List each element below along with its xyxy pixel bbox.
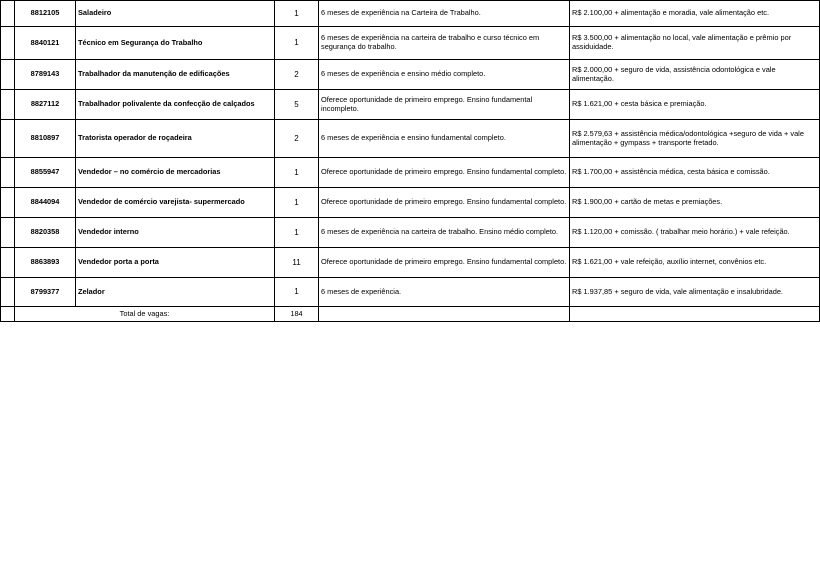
- job-code-cell: 8810897: [15, 120, 76, 158]
- job-code-cell: 8812105: [15, 1, 76, 27]
- row-margin-cell: [1, 248, 15, 278]
- vacancy-count-cell: 2: [275, 60, 319, 90]
- job-code-cell: 8789143: [15, 60, 76, 90]
- salary-benefits-cell: R$ 2.000,00 + seguro de vida, assistência odontológica e vale alimentação.: [570, 60, 820, 90]
- salary-benefits-cell: R$ 2.100,00 + alimentação e moradia, vale alimentação etc.: [570, 1, 820, 27]
- requirements-cell: 6 meses de experiência na Carteira de Trabalho.: [319, 1, 570, 27]
- job-title-cell: Tratorista operador de roçadeira: [76, 120, 275, 158]
- row-margin-cell: [1, 218, 15, 248]
- job-title-cell: Vendedor porta a porta: [76, 248, 275, 278]
- empty-cell: [570, 307, 820, 322]
- requirements-cell: Oferece oportunidade de primeiro emprego. Ensino fundamental incompleto.: [319, 90, 570, 120]
- vacancy-count-cell: 1: [275, 218, 319, 248]
- row-margin-cell: [1, 27, 15, 60]
- row-margin-cell: [1, 90, 15, 120]
- total-row: [1, 307, 820, 322]
- requirements-cell: 6 meses de experiência.: [319, 278, 570, 307]
- requirements-cell: Oferece oportunidade de primeiro emprego. Ensino fundamental completo.: [319, 158, 570, 188]
- table-row: [1, 27, 820, 60]
- salary-benefits-cell: R$ 2.579,63 + assistência médica/odontológica +seguro de vida + vale alimentação + gympass + transporte fretado.: [570, 120, 820, 158]
- job-title-cell: Técnico em Segurança do Trabalho: [76, 27, 275, 60]
- salary-benefits-cell: R$ 1.937,85 + seguro de vida, vale alimentação e insalubridade.: [570, 278, 820, 307]
- vacancy-count-cell: 2: [275, 120, 319, 158]
- row-margin-cell: [1, 120, 15, 158]
- vacancy-count-cell: 1: [275, 188, 319, 218]
- table-row: [1, 1, 820, 27]
- job-code-cell: 8799377: [15, 278, 76, 307]
- job-code-cell: 8820358: [15, 218, 76, 248]
- requirements-cell: 6 meses de experiência e ensino médio completo.: [319, 60, 570, 90]
- requirements-cell: 6 meses de experiência e ensino fundamental completo.: [319, 120, 570, 158]
- job-code-cell: 8827112: [15, 90, 76, 120]
- row-margin-cell: [1, 307, 15, 322]
- job-title-cell: Zelador: [76, 278, 275, 307]
- job-code-cell: 8863893: [15, 248, 76, 278]
- row-margin-cell: [1, 278, 15, 307]
- job-title-cell: Vendedor interno: [76, 218, 275, 248]
- row-margin-cell: [1, 60, 15, 90]
- table-row: [1, 90, 820, 120]
- vacancy-count-cell: 1: [275, 1, 319, 27]
- job-title-cell: Trabalhador polivalente da confecção de calçados: [76, 90, 275, 120]
- total-value: 184: [275, 307, 319, 322]
- salary-benefits-cell: R$ 3.500,00 + alimentação no local, vale alimentação e prêmio por assiduidade.: [570, 27, 820, 60]
- job-code-cell: 8844094: [15, 188, 76, 218]
- salary-benefits-cell: R$ 1.621,00 + vale refeição, auxílio internet, convênios etc.: [570, 248, 820, 278]
- row-margin-cell: [1, 188, 15, 218]
- requirements-cell: 6 meses de experiência na carteira de trabalho e curso técnico em segurança do trabalho.: [319, 27, 570, 60]
- salary-benefits-cell: R$ 1.900,00 + cartão de metas e premiações.: [570, 188, 820, 218]
- salary-benefits-cell: R$ 1.621,00 + cesta básica e premiação.: [570, 90, 820, 120]
- requirements-cell: Oferece oportunidade de primeiro emprego. Ensino fundamental completo.: [319, 248, 570, 278]
- job-title-cell: Vendedor de comércio varejista- supermercado: [76, 188, 275, 218]
- vacancy-count-cell: 1: [275, 278, 319, 307]
- table-row: [1, 278, 820, 307]
- job-title-cell: Saladeiro: [76, 1, 275, 27]
- requirements-cell: Oferece oportunidade de primeiro emprego. Ensino fundamental completo.: [319, 188, 570, 218]
- empty-cell: [319, 307, 570, 322]
- vacancy-count-cell: 1: [275, 27, 319, 60]
- row-margin-cell: [1, 158, 15, 188]
- vacancy-count-cell: 1: [275, 158, 319, 188]
- requirements-cell: 6 meses de experiência na carteira de trabalho. Ensino médio completo.: [319, 218, 570, 248]
- job-code-cell: 8840121: [15, 27, 76, 60]
- table-row: [1, 188, 820, 218]
- vacancy-count-cell: 11: [275, 248, 319, 278]
- table-row: [1, 120, 820, 158]
- job-title-cell: Vendedor – no comércio de mercadorias: [76, 158, 275, 188]
- salary-benefits-cell: R$ 1.120,00 + comissão. ( trabalhar meio horário.) + vale refeição.: [570, 218, 820, 248]
- table-row: [1, 248, 820, 278]
- table-row: [1, 60, 820, 90]
- salary-benefits-cell: R$ 1.700,00 + assistência médica, cesta básica e comissão.: [570, 158, 820, 188]
- vacancy-count-cell: 5: [275, 90, 319, 120]
- table-row: [1, 158, 820, 188]
- row-margin-cell: [1, 1, 15, 27]
- total-label: Total de vagas:: [15, 307, 275, 322]
- job-title-cell: Trabalhador da manutenção de edificações: [76, 60, 275, 90]
- job-code-cell: 8855947: [15, 158, 76, 188]
- table-row: [1, 218, 820, 248]
